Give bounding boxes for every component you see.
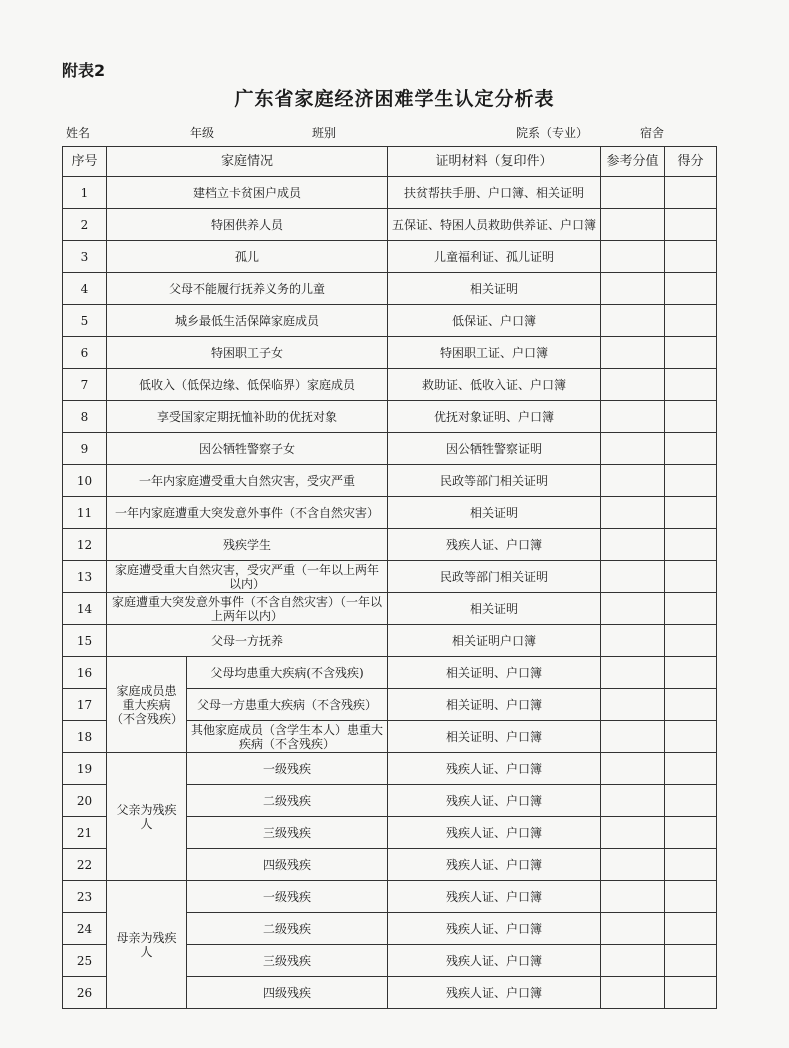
score-cell[interactable] bbox=[665, 529, 717, 561]
row-situation: 因公牺牲警察子女 bbox=[107, 433, 388, 465]
row-proof: 儿童福利证、孤儿证明 bbox=[388, 241, 601, 273]
assessment-table bbox=[62, 146, 717, 1009]
reference-score-cell[interactable] bbox=[601, 849, 665, 881]
score-cell[interactable] bbox=[665, 401, 717, 433]
department-field-label: 院系（专业） bbox=[516, 126, 589, 140]
row-number: 22 bbox=[63, 849, 107, 881]
table-row bbox=[63, 657, 717, 689]
row-number: 19 bbox=[63, 753, 107, 785]
reference-score-cell[interactable] bbox=[601, 785, 665, 817]
score-cell[interactable] bbox=[665, 337, 717, 369]
score-cell[interactable] bbox=[665, 881, 717, 913]
reference-score-cell[interactable] bbox=[601, 529, 665, 561]
table-row bbox=[63, 177, 717, 209]
row-situation: 享受国家定期抚恤补助的优抚对象 bbox=[107, 401, 388, 433]
table-row bbox=[63, 529, 717, 561]
table-row bbox=[63, 433, 717, 465]
score-cell[interactable] bbox=[665, 913, 717, 945]
group-father-disabled: 父亲为残疾人 bbox=[107, 753, 187, 881]
row-number: 20 bbox=[63, 785, 107, 817]
reference-score-cell[interactable] bbox=[601, 337, 665, 369]
header-reference-score: 参考分值 bbox=[601, 147, 665, 177]
header-proof: 证明材料（复印件） bbox=[388, 147, 601, 177]
dorm-field-label: 宿舍 bbox=[640, 126, 665, 140]
row-proof: 特困职工证、户口簿 bbox=[388, 337, 601, 369]
row-proof: 相关证明、户口簿 bbox=[388, 721, 601, 753]
table-row bbox=[63, 753, 717, 785]
score-cell[interactable] bbox=[665, 977, 717, 1009]
row-situation: 家庭遭重大突发意外事件（不含自然灾害）（一年以上两年以内） bbox=[107, 593, 388, 625]
row-number: 3 bbox=[63, 241, 107, 273]
row-number: 11 bbox=[63, 497, 107, 529]
row-proof: 优抚对象证明、户口簿 bbox=[388, 401, 601, 433]
score-cell[interactable] bbox=[665, 721, 717, 753]
score-cell[interactable] bbox=[665, 305, 717, 337]
row-situation: 一年内家庭遭受重大自然灾害，受灾严重 bbox=[107, 465, 388, 497]
reference-score-cell[interactable] bbox=[601, 497, 665, 529]
reference-score-cell[interactable] bbox=[601, 625, 665, 657]
row-situation: 家庭遭受重大自然灾害，受灾严重（一年以上两年以内） bbox=[107, 561, 388, 593]
table-row bbox=[63, 593, 717, 625]
grade-field-label: 年级 bbox=[190, 126, 215, 140]
score-cell[interactable] bbox=[665, 625, 717, 657]
row-situation: 其他家庭成员（含学生本人）患重大疾病（不含残疾） bbox=[187, 721, 388, 753]
reference-score-cell[interactable] bbox=[601, 593, 665, 625]
row-number: 23 bbox=[63, 881, 107, 913]
row-proof: 残疾人证、户口簿 bbox=[388, 945, 601, 977]
score-cell[interactable] bbox=[665, 241, 717, 273]
row-situation: 特困供养人员 bbox=[107, 209, 388, 241]
row-proof: 相关证明 bbox=[388, 273, 601, 305]
row-situation: 孤儿 bbox=[107, 241, 388, 273]
score-cell[interactable] bbox=[665, 657, 717, 689]
reference-score-cell[interactable] bbox=[601, 241, 665, 273]
row-situation: 一级残疾 bbox=[187, 881, 388, 913]
header-index: 序号 bbox=[63, 147, 107, 177]
score-cell[interactable] bbox=[665, 849, 717, 881]
row-proof: 残疾人证、户口簿 bbox=[388, 817, 601, 849]
row-number: 24 bbox=[63, 913, 107, 945]
row-situation: 二级残疾 bbox=[187, 785, 388, 817]
row-situation: 特困职工子女 bbox=[107, 337, 388, 369]
row-situation: 父母一方抚养 bbox=[107, 625, 388, 657]
row-proof: 残疾人证、户口簿 bbox=[388, 913, 601, 945]
table-row bbox=[63, 881, 717, 913]
row-situation: 四级残疾 bbox=[187, 849, 388, 881]
row-number: 1 bbox=[63, 177, 107, 209]
score-cell[interactable] bbox=[665, 689, 717, 721]
reference-score-cell[interactable] bbox=[601, 657, 665, 689]
row-number: 15 bbox=[63, 625, 107, 657]
reference-score-cell[interactable] bbox=[601, 817, 665, 849]
reference-score-cell[interactable] bbox=[601, 209, 665, 241]
score-cell[interactable] bbox=[665, 177, 717, 209]
row-proof: 民政等部门相关证明 bbox=[388, 465, 601, 497]
group-mother-disabled: 母亲为残疾人 bbox=[107, 881, 187, 1009]
row-number: 26 bbox=[63, 977, 107, 1009]
row-proof: 残疾人证、户口簿 bbox=[388, 849, 601, 881]
score-cell[interactable] bbox=[665, 561, 717, 593]
row-number: 6 bbox=[63, 337, 107, 369]
table-row bbox=[63, 401, 717, 433]
header-score: 得分 bbox=[665, 147, 717, 177]
row-situation: 父母一方患重大疾病（不含残疾） bbox=[187, 689, 388, 721]
row-proof: 相关证明 bbox=[388, 497, 601, 529]
reference-score-cell[interactable] bbox=[601, 433, 665, 465]
table-row bbox=[63, 369, 717, 401]
row-proof: 救助证、低收入证、户口簿 bbox=[388, 369, 601, 401]
row-situation: 一年内家庭遭重大突发意外事件（不含自然灾害） bbox=[107, 497, 388, 529]
row-proof: 五保证、特困人员救助供养证、户口簿 bbox=[388, 209, 601, 241]
row-proof: 相关证明 bbox=[388, 593, 601, 625]
row-number: 4 bbox=[63, 273, 107, 305]
table-row bbox=[63, 241, 717, 273]
score-cell[interactable] bbox=[665, 209, 717, 241]
row-situation: 二级残疾 bbox=[187, 913, 388, 945]
row-proof: 相关证明户口簿 bbox=[388, 625, 601, 657]
row-number: 14 bbox=[63, 593, 107, 625]
reference-score-cell[interactable] bbox=[601, 721, 665, 753]
table-row bbox=[63, 305, 717, 337]
reference-score-cell[interactable] bbox=[601, 465, 665, 497]
class-field-label: 班别 bbox=[312, 126, 337, 140]
group-illness: 家庭成员患重大疾病（不含残疾） bbox=[107, 657, 187, 753]
row-proof: 民政等部门相关证明 bbox=[388, 561, 601, 593]
score-cell[interactable] bbox=[665, 817, 717, 849]
attachment-label: 附表2 bbox=[62, 61, 106, 80]
score-cell[interactable] bbox=[665, 593, 717, 625]
row-situation: 城乡最低生活保障家庭成员 bbox=[107, 305, 388, 337]
row-proof: 残疾人证、户口簿 bbox=[388, 785, 601, 817]
row-situation: 四级残疾 bbox=[187, 977, 388, 1009]
row-number: 2 bbox=[63, 209, 107, 241]
row-number: 25 bbox=[63, 945, 107, 977]
table-row bbox=[63, 497, 717, 529]
reference-score-cell[interactable] bbox=[601, 945, 665, 977]
table-row bbox=[63, 337, 717, 369]
row-number: 5 bbox=[63, 305, 107, 337]
table-row bbox=[63, 561, 717, 593]
row-number: 21 bbox=[63, 817, 107, 849]
score-cell[interactable] bbox=[665, 369, 717, 401]
row-proof: 低保证、户口簿 bbox=[388, 305, 601, 337]
row-situation: 三级残疾 bbox=[187, 817, 388, 849]
reference-score-cell[interactable] bbox=[601, 561, 665, 593]
header-family: 家庭情况 bbox=[107, 147, 388, 177]
score-cell[interactable] bbox=[665, 945, 717, 977]
score-cell[interactable] bbox=[665, 433, 717, 465]
score-cell[interactable] bbox=[665, 497, 717, 529]
row-number: 8 bbox=[63, 401, 107, 433]
row-proof: 相关证明、户口簿 bbox=[388, 657, 601, 689]
score-cell[interactable] bbox=[665, 465, 717, 497]
reference-score-cell[interactable] bbox=[601, 881, 665, 913]
row-number: 7 bbox=[63, 369, 107, 401]
row-proof: 残疾人证、户口簿 bbox=[388, 753, 601, 785]
row-number: 13 bbox=[63, 561, 107, 593]
reference-score-cell[interactable] bbox=[601, 753, 665, 785]
form-title: 广东省家庭经济困难学生认定分析表 bbox=[234, 88, 555, 110]
row-proof: 相关证明、户口簿 bbox=[388, 689, 601, 721]
row-proof: 残疾人证、户口簿 bbox=[388, 881, 601, 913]
row-number: 10 bbox=[63, 465, 107, 497]
reference-score-cell[interactable] bbox=[601, 913, 665, 945]
row-situation: 一级残疾 bbox=[187, 753, 388, 785]
row-proof: 因公牺牲警察证明 bbox=[388, 433, 601, 465]
row-situation: 父母均患重大疾病(不含残疾) bbox=[187, 657, 388, 689]
score-cell[interactable] bbox=[665, 785, 717, 817]
score-cell[interactable] bbox=[665, 753, 717, 785]
row-number: 12 bbox=[63, 529, 107, 561]
row-situation: 残疾学生 bbox=[107, 529, 388, 561]
reference-score-cell[interactable] bbox=[601, 689, 665, 721]
row-number: 16 bbox=[63, 657, 107, 689]
row-proof: 扶贫帮扶手册、户口簿、相关证明 bbox=[388, 177, 601, 209]
table-header-row bbox=[63, 147, 717, 177]
name-field-label: 姓名 bbox=[66, 126, 91, 140]
row-situation: 低收入（低保边缘、低保临界）家庭成员 bbox=[107, 369, 388, 401]
row-situation: 父母不能履行抚养义务的儿童 bbox=[107, 273, 388, 305]
row-number: 18 bbox=[63, 721, 107, 753]
row-proof: 残疾人证、户口簿 bbox=[388, 529, 601, 561]
row-situation: 建档立卡贫困户成员 bbox=[107, 177, 388, 209]
table-row bbox=[63, 209, 717, 241]
table-row bbox=[63, 465, 717, 497]
table-row bbox=[63, 273, 717, 305]
row-number: 9 bbox=[63, 433, 107, 465]
reference-score-cell[interactable] bbox=[601, 305, 665, 337]
row-proof: 残疾人证、户口簿 bbox=[388, 977, 601, 1009]
reference-score-cell[interactable] bbox=[601, 369, 665, 401]
reference-score-cell[interactable] bbox=[601, 401, 665, 433]
reference-score-cell[interactable] bbox=[601, 177, 665, 209]
row-situation: 三级残疾 bbox=[187, 945, 388, 977]
reference-score-cell[interactable] bbox=[601, 977, 665, 1009]
score-cell[interactable] bbox=[665, 273, 717, 305]
reference-score-cell[interactable] bbox=[601, 273, 665, 305]
table-row bbox=[63, 625, 717, 657]
row-number: 17 bbox=[63, 689, 107, 721]
